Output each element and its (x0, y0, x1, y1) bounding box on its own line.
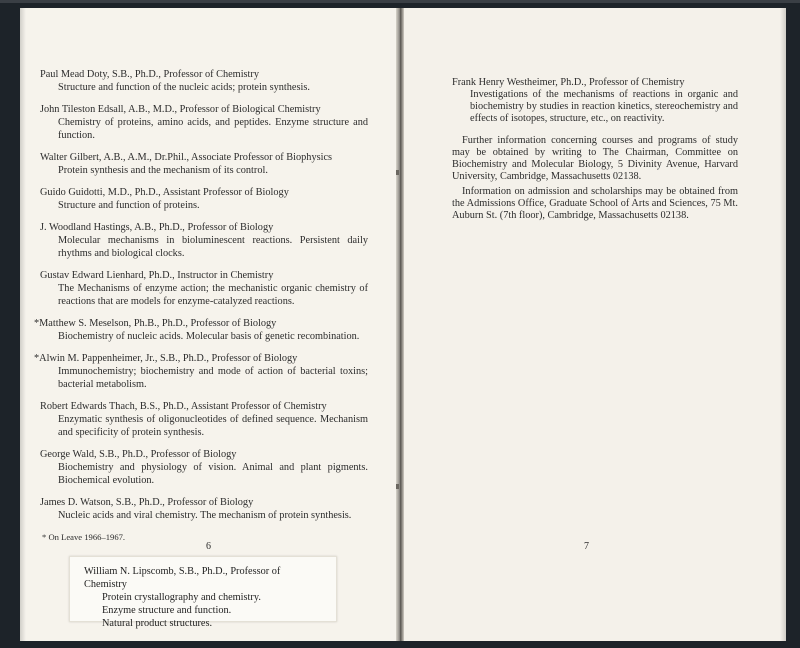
faculty-name: Gustav Edward Lienhard, Ph.D., Instructor in Chemistry (40, 270, 274, 281)
research-topic: Structure and function of the nucleic acids; protein synthesis. (58, 82, 310, 93)
contact-paragraph: Further information concerning courses and programs of study may be obtained by writing to The Chairman, Committee on Biochemistry and Molecular Biology, 5 Divinity Avenue, Harvard University, Cambridge, Massachusetts 02138. (452, 135, 738, 182)
faculty-entry (40, 448, 368, 487)
faculty-name: Guido Guidotti, M.D., Ph.D., Assistant Professor of Biology (40, 187, 289, 198)
staple-mark (396, 170, 399, 175)
faculty-name: Robert Edwards Thach, B.S., Ph.D., Assistant Professor of Chemistry (40, 401, 327, 412)
faculty-name: George Wald, S.B., Ph.D., Professor of Biology (40, 449, 237, 460)
faculty-entry (34, 352, 368, 391)
page-number-right: 7 (584, 541, 589, 552)
book-gutter (396, 8, 404, 641)
insert-topic-line: Natural product structures. (102, 618, 213, 629)
insert-topic-line: Protein crystallography and chemistry. (102, 592, 261, 603)
faculty-entry (40, 400, 368, 439)
faculty-entry (40, 151, 368, 177)
faculty-entry (40, 186, 368, 212)
research-topic: Biochemistry and physiology of vision. Animal and plant pigments. Biochemical evolution. (58, 462, 368, 486)
right-page-shadow (780, 8, 786, 641)
research-topic: Immunochemistry; biochemistry and mode of action of bacterial toxins; bacterial metabolism. (58, 366, 368, 390)
faculty-name: James D. Watson, S.B., Ph.D., Professor of Biology (40, 497, 254, 508)
faculty-entry (452, 77, 738, 125)
research-topic: Structure and function of proteins. (58, 200, 200, 211)
research-topic: Molecular mechanisms in bioluminescent reactions. Persistent daily rhythms and biological clocks. (58, 235, 368, 259)
research-topic: The Mechanisms of enzyme action; the mechanistic organic chemistry of reactions that are models for enzyme-catalyzed reactions. (58, 283, 368, 307)
faculty-name: J. Woodland Hastings, A.B., Ph.D., Professor of Biology (40, 222, 274, 233)
right-page-content (452, 77, 738, 222)
insert-topic-line: Enzyme structure and function. (102, 605, 232, 616)
staple-mark (396, 484, 399, 489)
faculty-name: Paul Mead Doty, S.B., Ph.D., Professor of Chemistry (40, 69, 259, 80)
faculty-name: Walter Gilbert, A.B., A.M., Dr.Phil., Associate Professor of Biophysics (40, 152, 333, 163)
faculty-entry (40, 103, 368, 142)
insert-faculty-name: William N. Lipscomb, S.B., Ph.D., Professor of Chemistry (84, 566, 281, 590)
research-topic: Biochemistry of nucleic acids. Molecular basis of genetic recombination. (58, 331, 360, 342)
faculty-entry (40, 221, 368, 260)
faculty-name: Frank Henry Westheimer, Ph.D., Professor of Chemistry (452, 77, 685, 88)
faculty-entry (40, 496, 368, 522)
page-number-left: 6 (206, 541, 211, 552)
research-topic: Investigations of the mechanisms of reactions in organic and biochemistry by studies in reaction kinetics, stereochemistry and effects of isotopes, structure, etc., on reactivity. (470, 89, 738, 124)
leave-footnote: * On Leave 1966–1967. (42, 532, 126, 542)
research-topic: Protein synthesis and the mechanism of its control. (58, 165, 268, 176)
faculty-list (34, 68, 368, 544)
pasted-insert-slip (69, 556, 337, 629)
faculty-entry (40, 269, 368, 308)
left-page-shadow (20, 8, 26, 641)
top-border (0, 0, 800, 3)
faculty-name: *Matthew S. Meselson, Ph.B., Ph.D., Professor of Biology (34, 318, 277, 329)
faculty-name: *Alwin M. Pappenheimer, Jr., S.B., Ph.D., Professor of Biology (34, 353, 298, 364)
research-topic: Chemistry of proteins, amino acids, and peptides. Enzyme structure and function. (58, 117, 368, 141)
research-topic: Nucleic acids and viral chemistry. The mechanism of protein synthesis. (58, 510, 352, 521)
research-topic: Enzymatic synthesis of oligonucleotides of defined sequence. Mechanism and specificity of protein synthesis. (58, 414, 368, 438)
faculty-name: John Tileston Edsall, A.B., M.D., Professor of Biological Chemistry (40, 104, 321, 115)
faculty-entry (40, 68, 368, 94)
faculty-entry (34, 317, 368, 343)
admissions-paragraph: Information on admission and scholarships may be obtained from the Admissions Office, Graduate School of Arts and Sciences, 75 Mt. Auburn St. (7th floor), Cambridge, Massachusetts 02138. (452, 186, 738, 221)
